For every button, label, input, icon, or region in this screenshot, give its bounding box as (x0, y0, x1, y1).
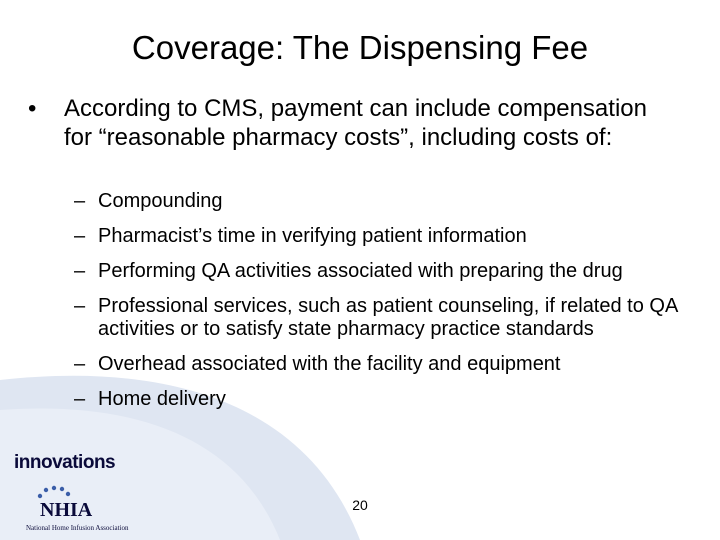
dash-mark: – (74, 295, 86, 317)
list-item (74, 260, 694, 283)
bullet-text: According to CMS, payment can include compensation for “reasonable pharmacy costs”, including costs of: (64, 95, 647, 151)
list-item-text: Compounding (98, 190, 223, 212)
list-item-text: Overhead associated with the facility and equipment (98, 353, 561, 375)
innovations-logo: innovations (14, 452, 116, 473)
dash-mark: – (74, 353, 86, 375)
page-number: 20 (352, 497, 368, 513)
list-item (74, 225, 694, 248)
slide-title: Coverage: The Dispensing Fee (131, 29, 589, 66)
nhia-logo-subtext: National Home Infusion Association (26, 524, 129, 532)
nhia-logo (24, 484, 184, 534)
list-item-text: Home delivery (98, 388, 226, 410)
list-item (74, 190, 694, 213)
list-item (74, 353, 694, 376)
dash-mark: – (74, 388, 86, 410)
main-bullet (28, 94, 698, 152)
list-item (74, 295, 694, 341)
list-item (74, 388, 694, 411)
dash-mark: – (74, 225, 86, 247)
nhia-logo-swirl-icon (38, 486, 70, 498)
dash-mark: – (74, 190, 86, 212)
list-item-text: Pharmacist’s time in verifying patient information (98, 225, 527, 247)
list-item-text: Performing QA activities associated with preparing the drug (98, 260, 623, 282)
sub-list (74, 190, 694, 423)
dash-mark: – (74, 260, 86, 282)
list-item-text: Professional services, such as patient counseling, if related to QA activities or to satisfy state pharmacy practice standards (98, 295, 678, 340)
nhia-logo-wordmark: NHIA (40, 499, 93, 521)
bullet-mark: • (28, 95, 37, 122)
